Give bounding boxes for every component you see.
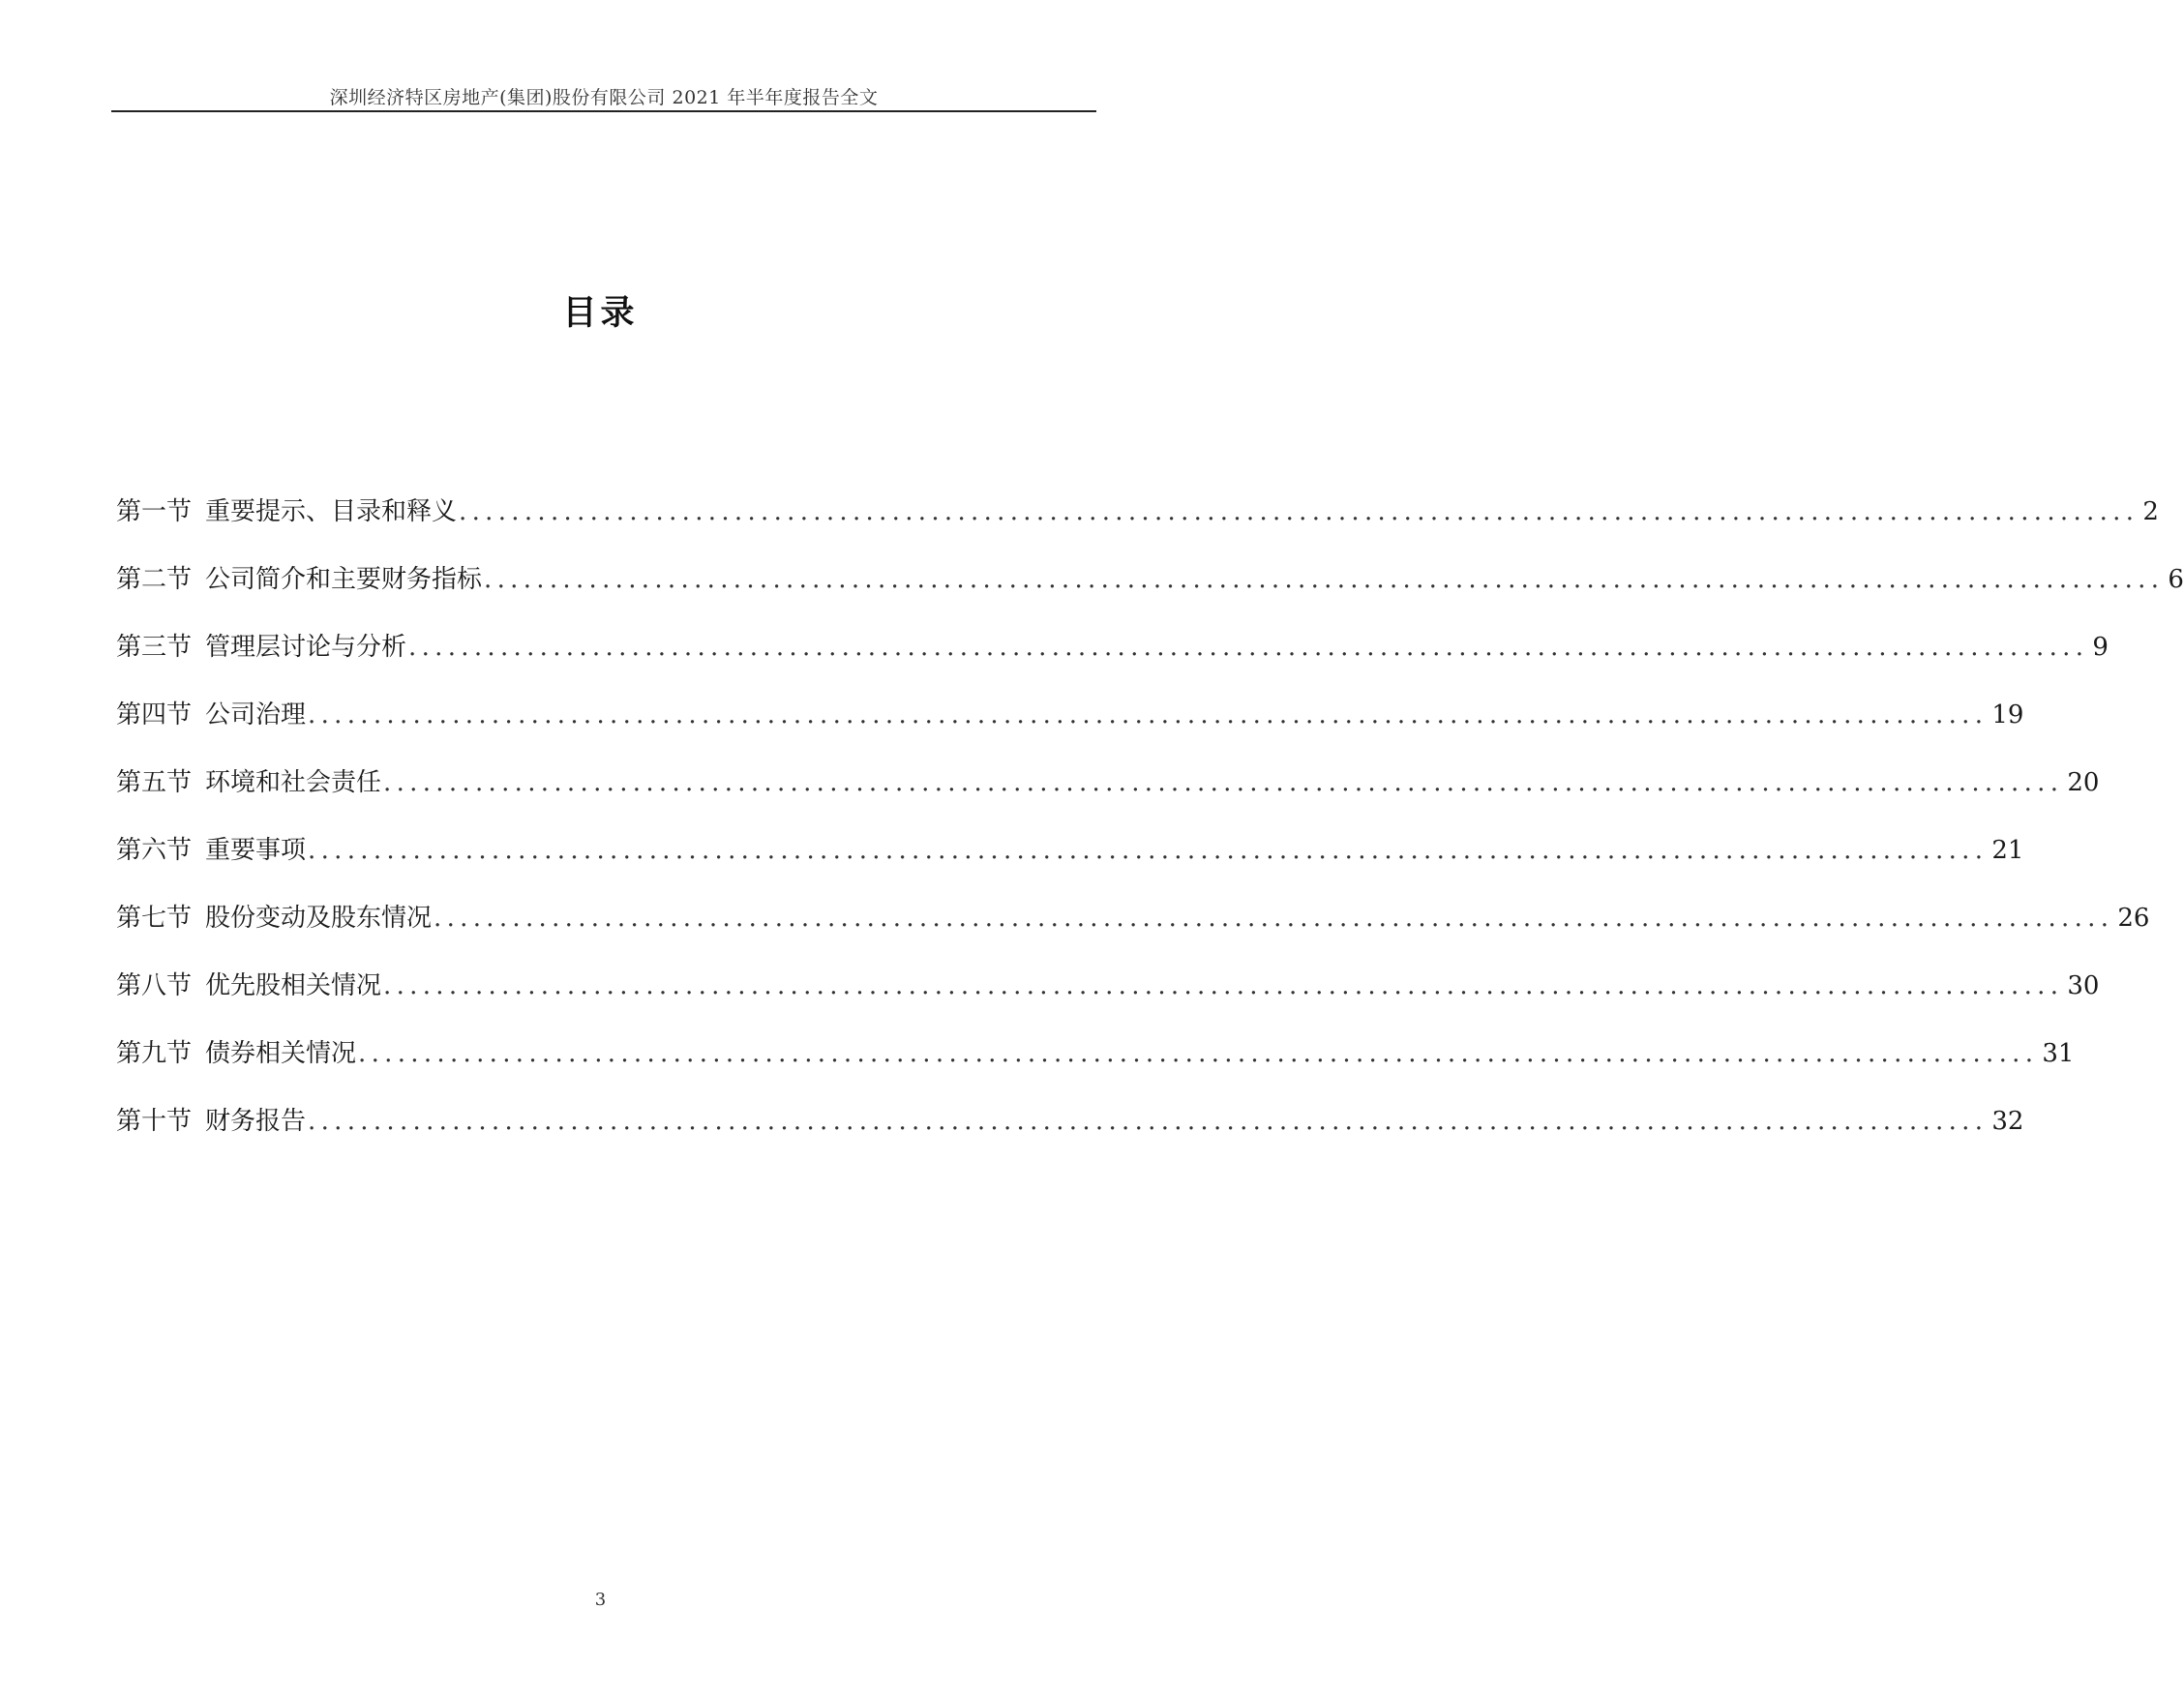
toc-dot-leader: ................................................................................................................................ — [434, 904, 2114, 933]
toc-page-number: 2 — [2142, 497, 2159, 526]
toc-section-name: 财务报告 — [205, 1107, 307, 1136]
toc-section-label: 第二节 — [116, 565, 193, 594]
toc-page-number: 21 — [1991, 836, 2024, 865]
toc-entry[interactable] — [116, 695, 2024, 762]
toc-dot-leader: ................................................................................................................................ — [459, 497, 2139, 526]
toc-section-label: 第十节 — [116, 1107, 193, 1136]
toc-section-name: 公司治理 — [205, 700, 307, 729]
toc-page-number: 30 — [2067, 971, 2100, 1000]
toc-dot-leader: ................................................................................................................................ — [408, 633, 2089, 662]
toc-section-label: 第三节 — [116, 633, 193, 662]
toc-entry[interactable] — [116, 966, 2100, 1033]
toc-dot-leader: ................................................................................................................................ — [308, 1107, 1989, 1136]
toc-section-label: 第一节 — [116, 497, 193, 526]
toc-entry[interactable] — [116, 898, 2150, 966]
toc-entry[interactable] — [116, 627, 2109, 695]
toc-section-name: 管理层讨论与分析 — [205, 633, 407, 662]
toc-page-number: 19 — [1991, 700, 2024, 729]
toc-entry[interactable] — [116, 559, 2184, 627]
header-divider — [111, 110, 1096, 112]
toc-dot-leader: ................................................................................................................................ — [383, 971, 2064, 1000]
toc-section-label: 第九节 — [116, 1039, 193, 1068]
toc-section-name: 债券相关情况 — [205, 1039, 357, 1068]
toc-entry[interactable] — [116, 830, 2024, 898]
toc-entry[interactable] — [116, 1101, 2024, 1169]
toc-section-name: 环境和社会责任 — [205, 768, 382, 797]
toc-dot-leader: ................................................................................................................................ — [383, 768, 2064, 797]
toc-page-number: 6 — [2168, 565, 2184, 594]
toc-page-number: 31 — [2042, 1039, 2075, 1068]
toc-section-name: 重要事项 — [205, 836, 307, 865]
toc-page-number: 32 — [1991, 1107, 2024, 1136]
toc-dot-leader: ................................................................................................................................ — [308, 700, 1989, 729]
toc-section-label: 第四节 — [116, 700, 193, 729]
toc-section-name: 重要提示、目录和释义 — [205, 497, 458, 526]
toc-section-label: 第五节 — [116, 768, 193, 797]
toc-section-name: 优先股相关情况 — [205, 971, 382, 1000]
toc-entry[interactable] — [116, 491, 2159, 559]
toc-section-name: 股份变动及股东情况 — [205, 904, 433, 933]
toc-section-label: 第八节 — [116, 971, 193, 1000]
toc-dot-leader: ................................................................................................................................ — [358, 1039, 2039, 1068]
running-header: 深圳经济特区房地产(集团)股份有限公司 2021 年半年度报告全文 — [329, 87, 879, 108]
toc-page-number: 9 — [2092, 633, 2109, 662]
footer-page-number: 3 — [594, 1590, 607, 1610]
toc-entry[interactable] — [116, 762, 2100, 830]
toc-section-name: 公司简介和主要财务指标 — [205, 565, 483, 594]
toc-page-number: 26 — [2117, 904, 2150, 933]
toc-section-label: 第六节 — [116, 836, 193, 865]
toc-title: 目录 — [562, 294, 639, 333]
toc-section-label: 第七节 — [116, 904, 193, 933]
toc-page-number: 20 — [2067, 768, 2100, 797]
toc-entry[interactable] — [116, 1033, 2075, 1101]
toc-dot-leader: ................................................................................................................................ — [308, 836, 1989, 865]
toc-dot-leader: ................................................................................................................................ — [484, 565, 2165, 594]
toc-list — [116, 491, 2184, 1169]
